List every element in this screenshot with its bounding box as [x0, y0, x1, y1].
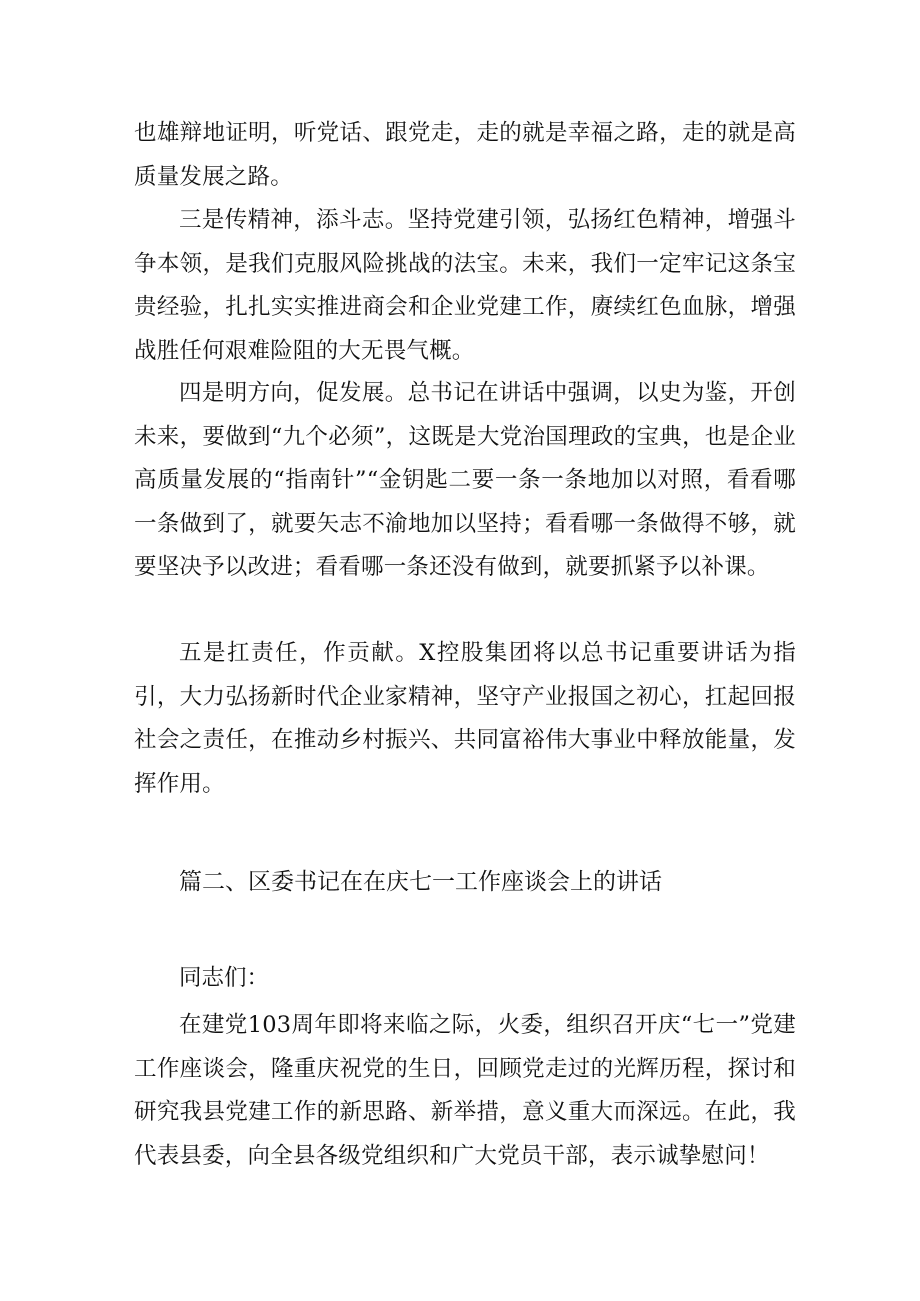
paragraph-continuation: 也雄辩地证明，听党话、跟党走，走的就是幸福之路，走的就是高质量发展之路。: [134, 120, 796, 190]
section-title: 篇二、区委书记在在庆七一工作座谈会上的讲话: [179, 869, 662, 895]
salutation: 同志们：: [179, 965, 270, 991]
paragraph-point-three: 三是传精神，添斗志。坚持党建引领，弘扬红色精神，增强斗争本领，是我们克服风险挑战的法宝。未来，我们一定牢记这条宝贵经验，扎扎实实推进商会和企业党建工作，赓续红色血脉，增强战胜任何艰难险阻的大无畏气概。: [134, 207, 796, 364]
paragraph-point-four: 四是明方向，促发展。总书记在讲话中强调，以史为鉴，开创未来，要做到“九个必须”，这既是大党治国理政的宝典，也是企业高质量发展的“指南针”“金钥匙二要一条一条地加以对照，看看哪一条做到了，就要矢志不渝地加以坚持；看看哪一条做得不够，就要坚决予以改进；看看哪一条还没有做到，就要抓紧予以补课。: [134, 380, 796, 580]
speech-opening-paragraph: 在建党103周年即将来临之际，火委，组织召开庆“七一”党建工作座谈会，隆重庆祝党的生日，回顾党走过的光辉历程，探讨和研究我县党建工作的新思路、新举措，意义重大而深远。在此，我代表县委，向全县各级党组织和广大党员干部，表示诚挚慰问！: [134, 1012, 796, 1169]
paragraph-point-five: 五是扛责任，作贡献。X控股集团将以总书记重要讲话为指引，大力弘扬新时代企业家精神，坚守产业报国之初心，扛起回报社会之责任，在推动乡村振兴、共同富裕伟大事业中释放能量，发挥作用。: [134, 640, 796, 797]
